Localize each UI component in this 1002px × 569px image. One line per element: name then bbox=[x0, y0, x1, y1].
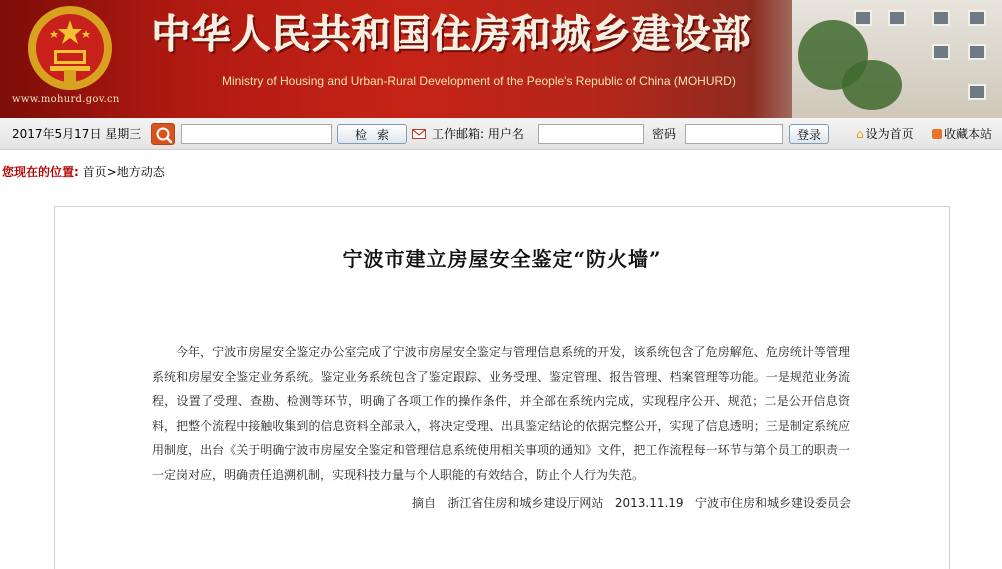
breadcrumb-separator: > bbox=[106, 165, 117, 179]
breadcrumb bbox=[2, 160, 165, 184]
mail-icon bbox=[412, 129, 426, 139]
article-source: 摘自 浙江省住房和城乡建设厅网站 2013.11.19 宁波市住房和城乡建设委员会 bbox=[411, 496, 851, 510]
search-button[interactable]: 检索 bbox=[337, 124, 407, 144]
national-emblem-icon bbox=[26, 4, 114, 92]
building-window bbox=[888, 10, 906, 26]
breadcrumb-label: 您现在的位置: bbox=[2, 165, 79, 179]
search-icon[interactable] bbox=[151, 123, 175, 145]
building-window bbox=[932, 44, 950, 60]
set-homepage-label: 设为首页 bbox=[865, 127, 914, 141]
building-window bbox=[932, 10, 950, 26]
article-title: 宁波市建立房屋安全鉴定“防火墙” bbox=[342, 247, 662, 271]
search-input[interactable] bbox=[181, 124, 332, 144]
building-window bbox=[968, 44, 986, 60]
breadcrumb-current-link[interactable]: 地方动态 bbox=[116, 165, 165, 179]
bookmark-link[interactable] bbox=[932, 118, 992, 150]
article-body: 今年，宁波市房屋安全鉴定办公室完成了宁波市房屋安全鉴定与管理信息系统的开发，该系统包含了危房解危、危房统计等管理系统和房屋安全鉴定业务系统。鉴定业务系统包含了鉴定跟踪、业务受理、鉴定管理、报告管理、档案管理等功能。一是规范业务流程，设置了受理、查勘、检测等环节，明确了各项工作的操作条件，并全部在系统内完成，实现程序公开、规范；二是公开信息资料，把整个流程中接触收集到的信息资料全部录入，将决定受理、出具鉴定结论的依据完整公开，实现了信息透明；三是制定系统应用制度，出台《关于明确宁波市房屋安全鉴定和管理信息系统使用相关事项的通知》文件，把工作流程每一环节与第个员工的职责一一定岗对应，明确责任追溯机制，实现科技力量与个人职能的有效结合，防止个人行为失范。 bbox=[152, 345, 850, 482]
username-input[interactable] bbox=[538, 124, 644, 144]
site-url: www.mohurd.gov.cn bbox=[12, 94, 120, 105]
date-text: 2017年5月17日 星期三 bbox=[12, 127, 142, 141]
password-input[interactable] bbox=[685, 124, 783, 144]
home-icon: ⌂ bbox=[856, 127, 864, 141]
set-homepage-link[interactable] bbox=[856, 118, 914, 150]
breadcrumb-home-link[interactable]: 首页 bbox=[82, 165, 107, 179]
password-label: 密码 bbox=[652, 127, 677, 141]
building-window bbox=[854, 10, 872, 26]
mail-username-label: 工作邮箱: 用户名 bbox=[432, 127, 524, 141]
site-banner bbox=[0, 0, 1002, 118]
tree bbox=[842, 60, 902, 110]
article-card bbox=[54, 206, 950, 569]
bookmark-label: 收藏本站 bbox=[944, 127, 993, 141]
building-photo bbox=[792, 0, 1002, 118]
building-window bbox=[968, 10, 986, 26]
login-button[interactable]: 登录 bbox=[789, 124, 829, 144]
building-window bbox=[968, 84, 986, 100]
site-title: 中华人民共和国住房和城乡建设部 bbox=[152, 12, 753, 58]
top-toolbar bbox=[0, 118, 1002, 150]
bookmark-icon bbox=[932, 129, 942, 139]
site-subtitle: Ministry of Housing and Urban-Rural Development of the People's Republic of China (MOHURD) bbox=[222, 74, 736, 88]
